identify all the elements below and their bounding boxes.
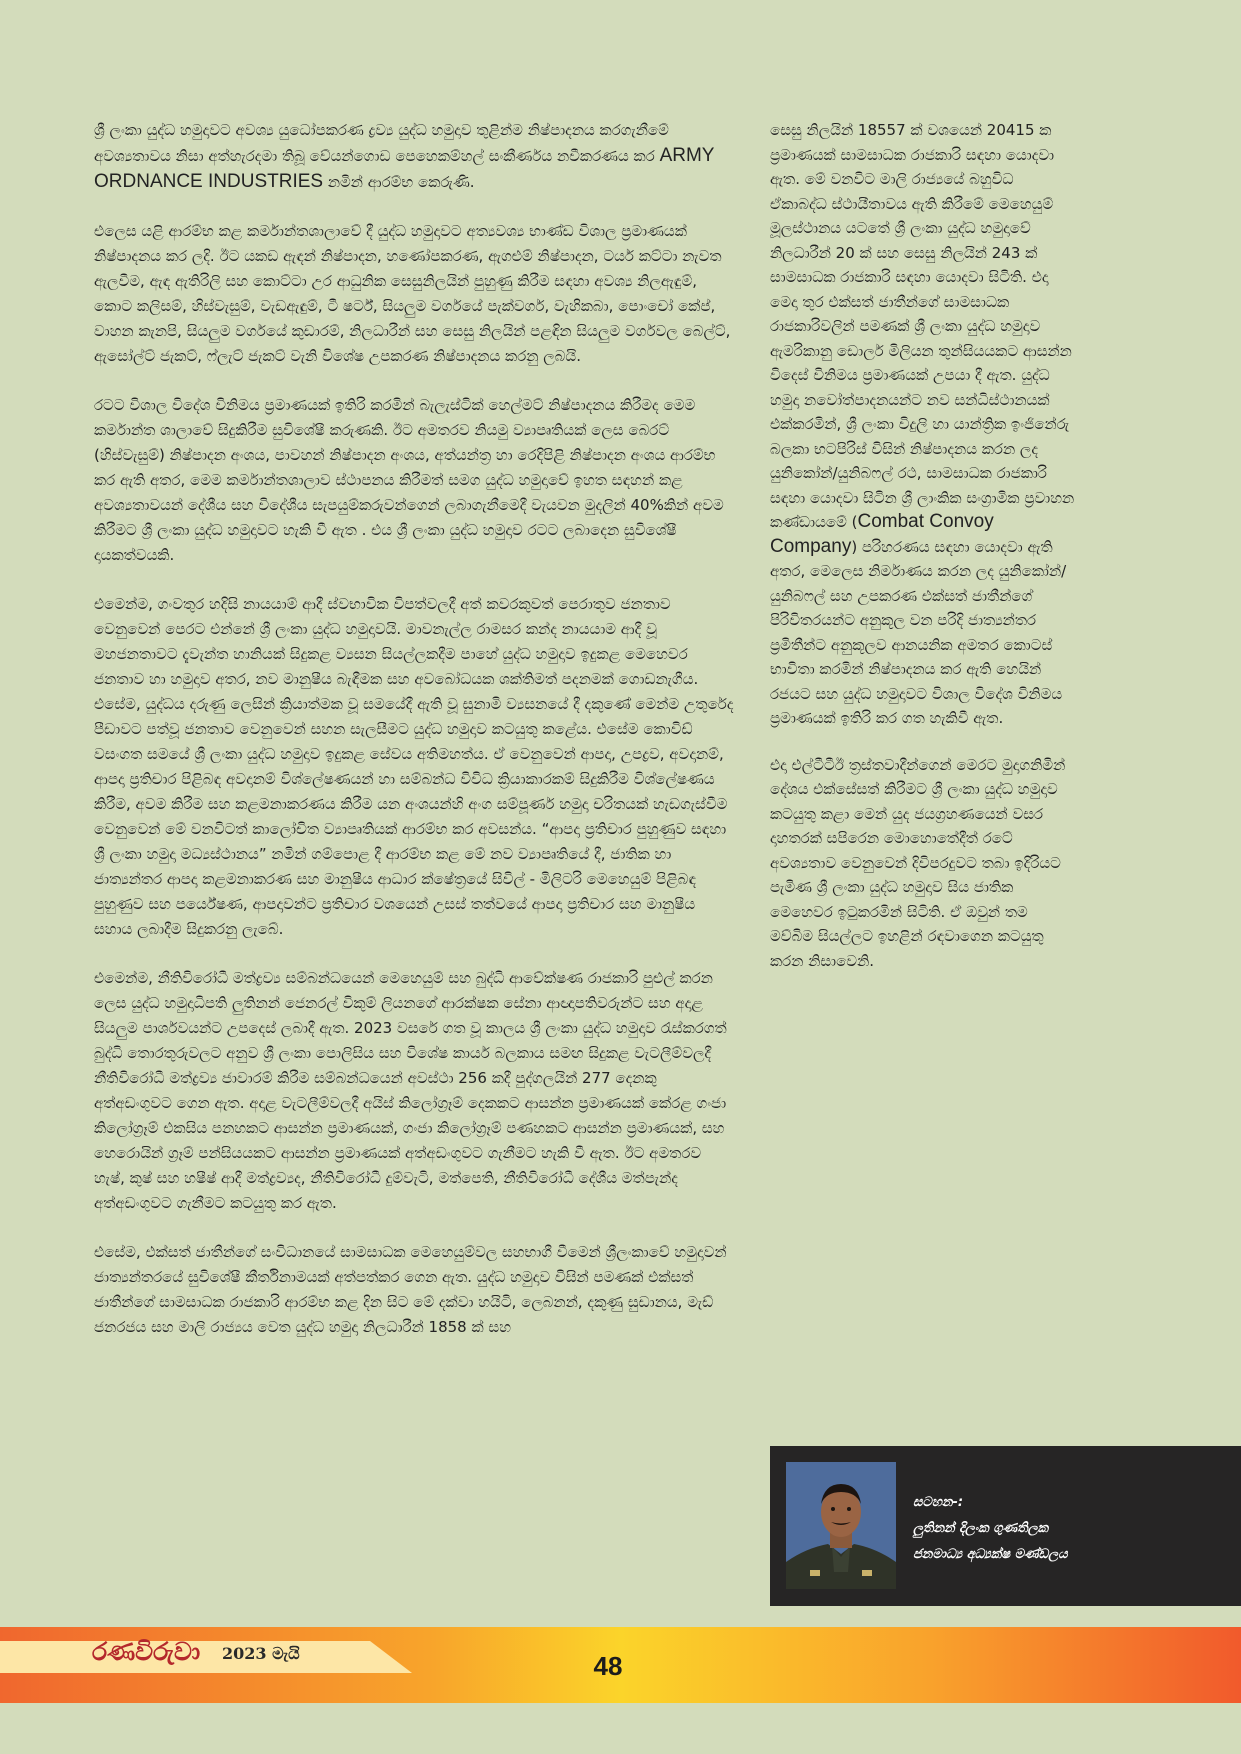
article-paragraph-8: එදා එල්ටීටීඊ ත්‍රස්තවාදීන්ගෙන් මෙරට මුදාගනිමින් දේශය එක්සේසත් කිරීමට ශ්‍රී ලංකා යුද්ධ හමුදාව කටයුතු කළා මෙන් යුද ජයග්‍රහණයෙන් වසර දාහතරක් සපිරෙන මොහොතේදීත් රටේ අවශ්‍යතාව වෙනුවෙන් දිවිපරදුවට තබා ඉදිරියට පැමිණ ශ්‍රී ලංකා යුද්ධ හමුදාව සිය ජාතික මෙහෙවර ඉටුකරමින් සිටිති. ඒ ඔවුන් තම මව්බිම සියල්ලට ඉහළින් රඳවාගෙන කටයුතු කරන නිසාවෙනි. (770, 755, 1066, 970)
author-photo (786, 1462, 896, 1589)
article-paragraph-1 (94, 118, 734, 195)
author-name: ලුතිනන් දිලංක ගුණතිලක (913, 1521, 1049, 1536)
article-paragraph-3: රටට විශාල විදේශ විනිමය ප්‍රමාණයක් ඉතිරි කරමින් බැලැස්ටික් හෙල්මට් නිෂ්පාදනය කිරීමද මෙම කර්මාන්ත ශාලාවේ සිදුකිරීම සුවිශේෂී කරුණකි. ඊට අමතරව නියමු ව්‍යාපෘතියක් ලෙස බෙරට් (හිස්වැසුම්) නිෂ්පාදන අංශය, පාවහන් නිෂ්පාදන අංශය, අත්යන්ත්‍ර හා රෙදිපිළි නිෂ්පාදන අංශය ආරම්භ කර ඇති අතර, මෙම කර්මාන්තශාලාව ස්ථාපනය කිරීමත් සමග යුද්ධ හමුදාවේ ඉහත සඳහන් කළ අවශ්‍යතාවයන් දේශීය සහ විදේශීය සැපයුම්කරුවන්ගෙන් ලබාගැනීමෙදී වැයවන මුදලින් 40%කින් අවම කිරීමට ශ්‍රී ලංකා යුද්ධ හමුදාවට හැකි වී ඇත . එය ශ්‍රී ලංකා යුද්ධ හමුදාව රටට ලබාදෙන සුවිශේෂී දායකත්වයකි. (94, 396, 724, 564)
article-paragraph-2: එලෙස යළි ආරම්භ කළ කර්මාන්තශාලාවේ දී යුද්ධ හමුදාවට අත්‍යවශ්‍ය භාණ්ඩ විශාල ප්‍රමාණයක් නිෂ්පාදනය කර ලදි. ඊට යකඩ ඇඳන් නිෂ්පාදන, හණෝපකරණ, ඇගළුම් නිෂ්පාදන, ටයර් කට්ටා නැවත ඇලවීම, ඇඳ ඇතිරිලි සහ කොට්ටා උර ආධුනික සෙසුනිලයින් පුහුණු කිරීම සඳහා අවශ්‍ය නිලඇඳුම්, කොට කලිසම්, හිස්වැසුම්, වැඩඇඳුම්, ටී ෂර්ට්, සියලුම වර්ගයේ පැක්වර්ග, වැහිකබා, පොංචෝ කේප්, වාහන කැනපි, සියලුම වර්ගයේ කුඩාරම්, නිලධාරීන් සහ සෙසු නිලයින් පළඳින සියලුම වර්ගවල බෙල්ට්, ඇසෝල්ට් ජැකට්, ෆ්ලැට් ජැකට් වැනි විශේෂ උපකරණ නිෂ්පාදනය කරනු ලබයි. (94, 222, 731, 365)
magazine-logo: රණවිරුවා (92, 1637, 201, 1666)
author-portrait-icon (786, 1462, 896, 1589)
article-paragraph-5: එමෙන්ම, නීතිවිරෝධී මත්ද්‍රව්‍ය සම්බන්ධයෙන් මෙහෙයුම් සහ බුද්ධි ආවේක්ෂණ රාජකාරි පුළුල් කරන ලෙස යුද්ධ හමුදාධිපති ලුතිනන් ජෙනරල් විකුම් ලියනගේ ආරක්ෂක සේනා ආඥාපතිවරුන්ට සහ අදාළ සියලුම පාර්ශවයන්ට උපදෙස් ලබාදී ඇත. 2023 වසරේ ගත වූ කාලය ශ්‍රී ලංකා යුද්ධ හමුදාව රැස්කරගත් බුද්ධි තොරතුරුවලට අනුව ශ්‍රී ලංකා පොලිසිය සහ විශේෂ කාර්ය බලකාය සමඟ සිදුකළ වැටලීම්වලදී නීතිවිරෝධී මත්ද්‍රව්‍ය ජාවාරම් කිරීම සම්බන්ධයෙන් අවස්ථා 256 කදී පුද්ගලයින් 277 දෙනකු අත්අඩංගුවට ගෙන ඇත. අදාළ වැටලීම්වලදී අයිස් කිලෝග්‍රෑම් දෙකකට ආසන්න ප්‍රමාණයක් කේරළ ගංජා කිලෝග්‍රෑම් එකසිය පනහකට ආසන්න ප්‍රමාණයක්, ගංජා කිලෝග්‍රෑම් පණහකට ආසන්න ප්‍රමාණයක්, සහ හෙරොයින් ග්‍රෑම් පන්සියයකට ආසන්න ප්‍රමාණයක් අත්අඩංගුවට ගැනීමට හැකි වී ඇත. ඊට අමතරව හැෂ්, කුෂ් සහ හෂීෂ් ආදී මත්ද්‍රව්‍යද, නීතිවිරෝධී දුම්වැටි, මත්පෙති, නීතිවිරෝධී දේශීය මත්පැන්ද අත්අඩංගුවට ගැනීමට කටයුතු කර ඇත. (94, 969, 727, 1212)
footer-cream-strip (0, 1641, 412, 1673)
author-unit: ජනමාධ්‍ය අධ්‍යක්ෂ මණ්ඩලය (913, 1547, 1068, 1562)
left-article-column (94, 118, 734, 1364)
paragraph-sinhala-text: ශ්‍රී ලංකා යුද්ධ හමුදාවට අවශ්‍ය යුධෝපකරණ ද්‍රව්‍ය යුද්ධ හමුදාව තුළින්ම නිෂ්පාදනය කරගැනීමේ අවශ්‍යතාවය නිසා අත්හැරදමා තිබූ වේයන්ගොඩ පෙහෙකම්හල් සංකීර්ණය නවීකරණය කර (94, 121, 669, 165)
credit-label: සටහන-: (913, 1495, 964, 1510)
combat-convoy-company-name: Combat Convoy Company (770, 511, 994, 557)
page-footer (0, 1627, 1241, 1703)
article-paragraph-6: එසේම, එක්සත් ජාතීන්ගේ සංවිධානයේ සාමසාධක මෙහෙයුම්වල සහභාගී වීමෙන් ශ්‍රීලංකාවේ හමුදාවන් ජාත්‍යන්තරයේ සුවිශේෂී කීර්තිනාමයක් අත්පත්කර ගෙන ඇත. යුද්ධ හමුදාව විසින් පමණක් එක්සත් ජාතීන්ගේ සාමසාධක රාජකාරි ආරම්භ කළ දින සිට මේ දක්වා හයිටි, ලෙබනන්, දකුණු සුඩානය, මැඩ් ජනරජය සහ මාලි රාජ්‍යය වෙත යුද්ධ හමුදා නිලධාරීන් 1858 ක් සහ (94, 1243, 727, 1336)
article-paragraph-7 (770, 118, 1075, 731)
issue-date: 2023 මැයි (222, 1644, 300, 1663)
army-ordnance-industries-name: ARMY ORDNANCE INDUSTRIES (94, 145, 715, 192)
author-credit-text (913, 1490, 1067, 1568)
page-number: 48 (593, 1651, 623, 1681)
paragraph-sinhala-text: නමින් ආරම්භ කෙරුණි. (323, 173, 475, 191)
paragraph-sinhala-text: සෙසු නිලයින් 18557 ක් වශයෙන් 20415 ක ප්‍රමාණයක් සාමසාධක රාජකාරි සඳහා යොදවා ඇත. මේ වනවිට මාලි රාජ්‍යයේ බහුවිධ ඒකාබද්ධ ස්ථායීතාවය ඇති කිරීමේ මෙහෙයුම් මූලස්ථානය යටතේ ශ්‍රී ලංකා යුද්ධ හමුදාවේ නිලධාරීන් 20 ක් සහ සෙසු නිලයින් 243 ක් සාමසාධක රාජකාරි සඳහා යොදවා සිටිති. එදා මෙදා තුර එක්සත් ජාතීන්ගේ සාමසාධක රාජකාරිවලින් පමණක් ශ්‍රී ලංකා යුද්ධ හමුදාව ඇමරිකානු ඩොලර් මිලියන තුන්සියයකට ආසන්න විදෙස් විනිමය ප්‍රමාණයක් උපයා දී ඇත. යුද්ධ හමුදා නවෝත්පාදනයන්ට නව සන්ධිස්ථානයක් එක්කරමින්, ශ්‍රී ලංකා විදුලි හා යාන්ත්‍රික ඉංජිනේරු බලකා භටපිරිස් විසින් නිෂ්පාදනය කරන ලද යුනිකෝන්/යුනිබෆල් රථ, සාමසාධක රාජකාරි සඳහා යොදවා සිටින ශ්‍රී ලාංකික සංග්‍රාමික ප්‍රවාහන කණ්ඩායමේ ( (770, 121, 1075, 531)
article-paragraph-4: එමෙන්ම, ගංවතුර හදිසි නායයාම් ආදී ස්වභාවික විපත්වලදී අත් කවරකුවත් පෙරාතුව ජනතාව වෙනුවෙන් පෙරට එන්නේ ශ්‍රී ලංකා යුද්ධ හමුදාවයි. මාවනැල්ල රාමසර කන්ද නායයාම ආදී වූ මහජනතාවට දැවැන්ත හානියක් සිදුකළ ව්‍යසන සියල්ලකදීම පාහේ යුද්ධ හමුදාව ඉදුකළ මෙහෙවර ජනතාව හා හමුදාව අතර, නව මානුෂීය බැඳීමක සහ අවබෝධයක ශක්තිමත් පදනමක් ගොඩනැගීය. එසේම, යුද්ධය දරුණු ලෙසින් ක්‍රියාත්මක වූ සමයේදී ඇති වූ සුනාමි ව්‍යසනයේ දී දකුණේ මෙන්ම උතුරේද පීඩාවට පත්වූ ජනතාව වෙනුවෙන් සහන සැලසීමට යුද්ධ හමුදාව කටයුතු කළේය. එසේම කොවිඩ් වසංගත සමයේ ශ්‍රී ලංකා යුද්ධ හමුදාව ඉදුකළ සේවය අතිමහත්ය. ඒ වෙනුවෙන් ආපදා, උපද්‍රව, අවදානම්, ආපදා ප්‍රතිචාර පිළිබඳ අවදානම් විශ්ලේෂණයන් හා සම්බන්ධ විවිධ ක්‍රියාකාරකම් සිදුකිරීම විශ්ලේෂණය කිරීම, අවම කිරීම සහ කළමනාකරණය කිරීම යන අංශයන්හි අංග සම්පූර්ණ හමුදා චරිතයක් හැඩගැස්වීම වෙනුවෙන් මේ වනවිටත් කාලෝචිත ව්‍යාපෘතියක් ආරම්භ කර අවසන්ය. “ආපදා ප්‍රතිචාර පුහුණුව සඳහා ශ්‍රී ලංකා හමුදා මධ්‍යස්ථානය” නමින් ගම්පොළ දී ආරම්භ කළ මේ නව ව්‍යාපෘතියේ දී, ජාතික හා ජාත්‍යන්තර ආපදා කළමනාකරණ සහ මානුෂීය ආධාර ක්ෂේත්‍රයේ සිවිල් - මිලිටරි මෙහෙයුම් පිළිබඳ පුහුණුව සහ පර්යේෂණ, ආපදාවන්ට ප්‍රතිචාර වශයෙන් උසස් තත්වයේ ආපදා ප්‍රතිචාර සහ මානුෂීය සහාය ලබාදීම සිදුකරනු ලැබේ. (94, 595, 734, 938)
author-credit-box (770, 1446, 1241, 1606)
right-article-column (770, 118, 1075, 995)
paragraph-sinhala-text: ) පරිහරණය සඳහා යොදවා ඇති අතර, මෙලෙස නිර්මාණය කරන ලද යුනිකෝන්/යුනිබෆල් සහ උපකරණ එක්සත් ජාතීන්ගේ පිරිවිතරයන්ට අනුකූල වන පරිදි ජාත්‍යන්තර ප්‍රමිතීන්ට අනුකූලව ආනයනික අමතර කොටස් භාවිතා කරමින් නිෂ්පාදනය කර ඇති හෙයින් රජයට සහ යුද්ධ හමුදාවට විශාල විදේශ විනිමය ප්‍රමාණයක් ඉතිරි කර ගත හැකිවී ඇත. (770, 537, 1067, 727)
